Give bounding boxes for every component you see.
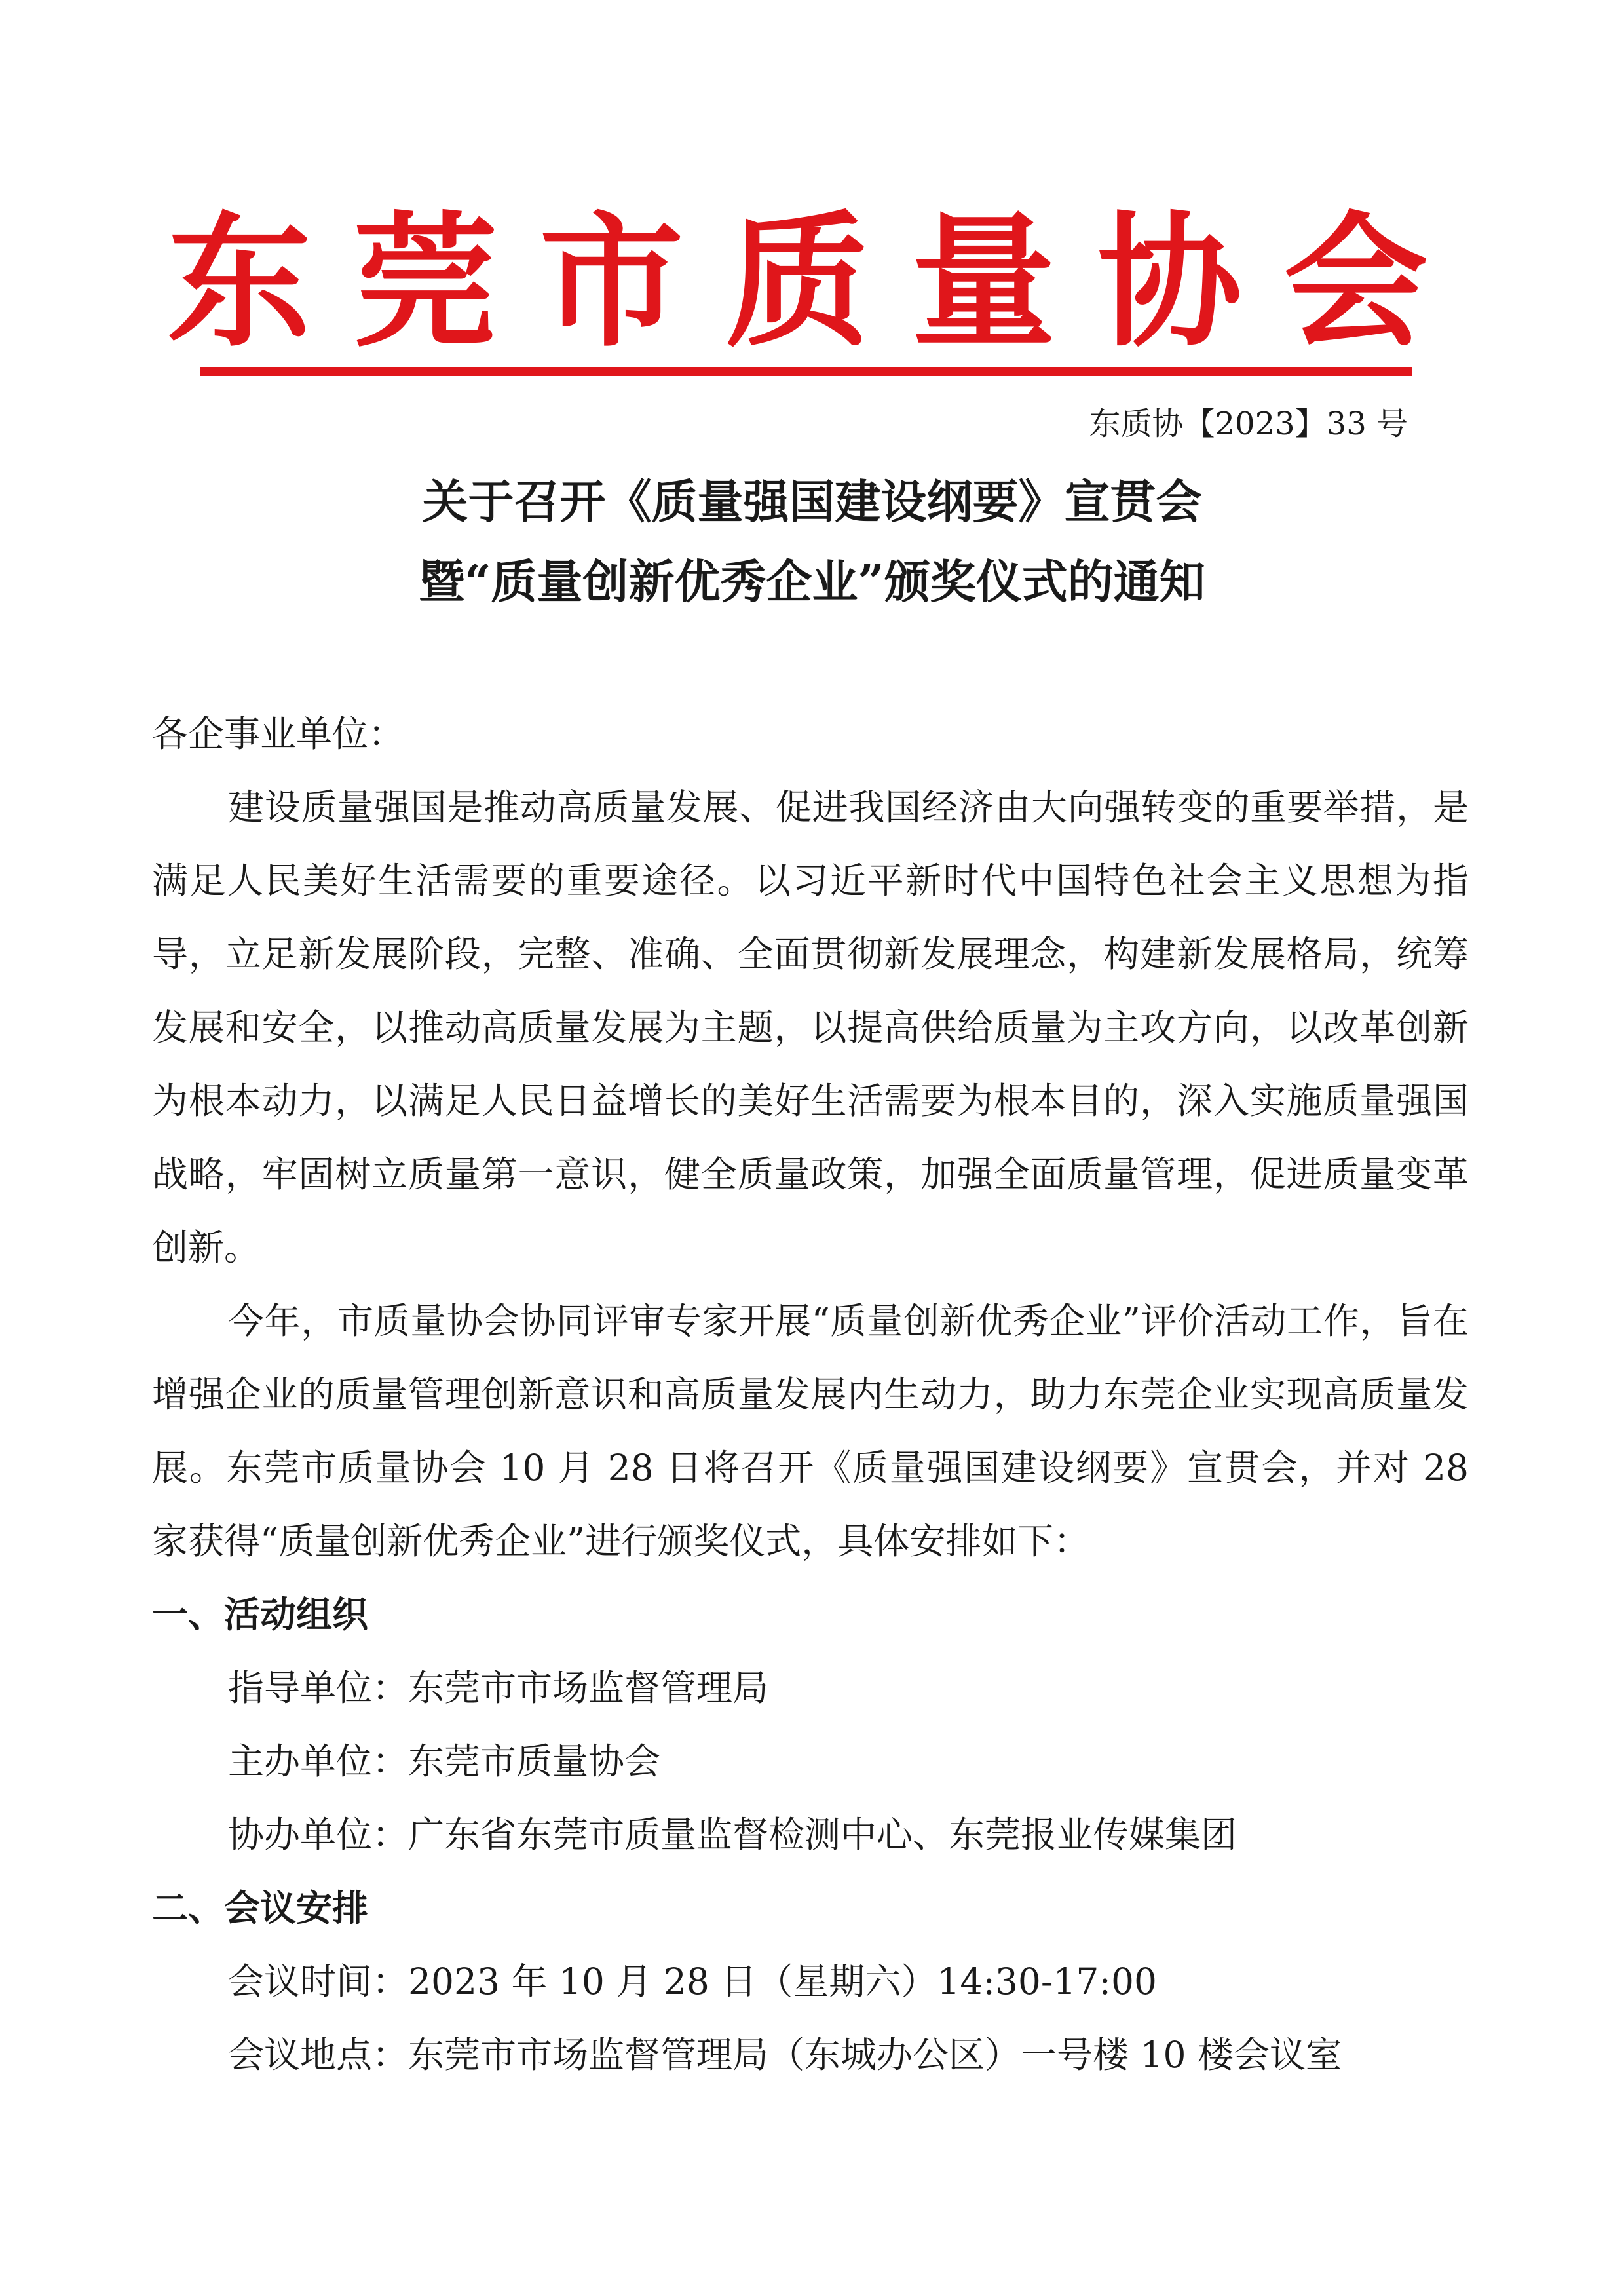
paragraph-1: 建设质量强国是推动高质量发展、促进我国经济由大向强转变的重要举措，是满足人民美好生活需要的重要途径。以习近平新时代中国特色社会主义思想为指导，立足新发展阶段，完整、准确、全面贯彻新发展理念，构建新发展格局，统筹发展和安全，以推动高质量发展为主题，以提高供给质量为主攻方向，以改革创新为根本动力，以满足人民日益增长的美好生活需要为根本目的，深入实施质量强国战略，牢固树立质量第一意识，健全质量政策，加强全面质量管理，促进质量变革创新。	[152, 786, 1469, 1269]
document-number: 东质协【2023】33 号	[1089, 406, 1408, 442]
section-2-item-2: 会议地点：东莞市市场监督管理局（东城办公区）一号楼 10 楼会议室	[228, 2034, 1342, 2076]
title-line-1: 关于召开《质量强国建设纲要》宣贯会	[422, 474, 1202, 529]
paragraph-2: 今年，市质量协会协同评审专家开展“质量创新优秀企业”评价活动工作，旨在增强企业的质量管理创新意识和高质量发展内生动力，助力东莞企业实现高质量发展。东莞市质量协会 10 月 28 日将召开《质量强国建设纲要》宣贯会，并对 28 家获得“质量创新优秀企业”进行颁奖仪式，具体安排如下：	[152, 1300, 1469, 1562]
section-2-item-1: 会议时间：2023 年 10 月 28 日（星期六）14:30-17:00	[228, 1961, 1157, 2002]
section-heading-2: 二、会议安排	[152, 1886, 369, 1929]
organization-header: 东莞市质量协会	[167, 197, 1470, 366]
section-1-item-1: 指导单位：东莞市市场监督管理局	[228, 1667, 769, 1709]
section-1-item-2: 主办单位：东莞市质量协会	[228, 1740, 661, 1782]
salutation: 各企事业单位：	[152, 713, 405, 755]
title-line-2: 暨“质量创新优秀企业”颁奖仪式的通知	[419, 554, 1205, 609]
section-heading-1: 一、活动组织	[152, 1593, 369, 1636]
section-1-item-3: 协办单位：广东省东莞市质量监督检测中心、东莞报业传媒集团	[228, 1814, 1237, 1856]
red-divider-line	[200, 367, 1412, 376]
document-body	[152, 697, 1469, 2092]
